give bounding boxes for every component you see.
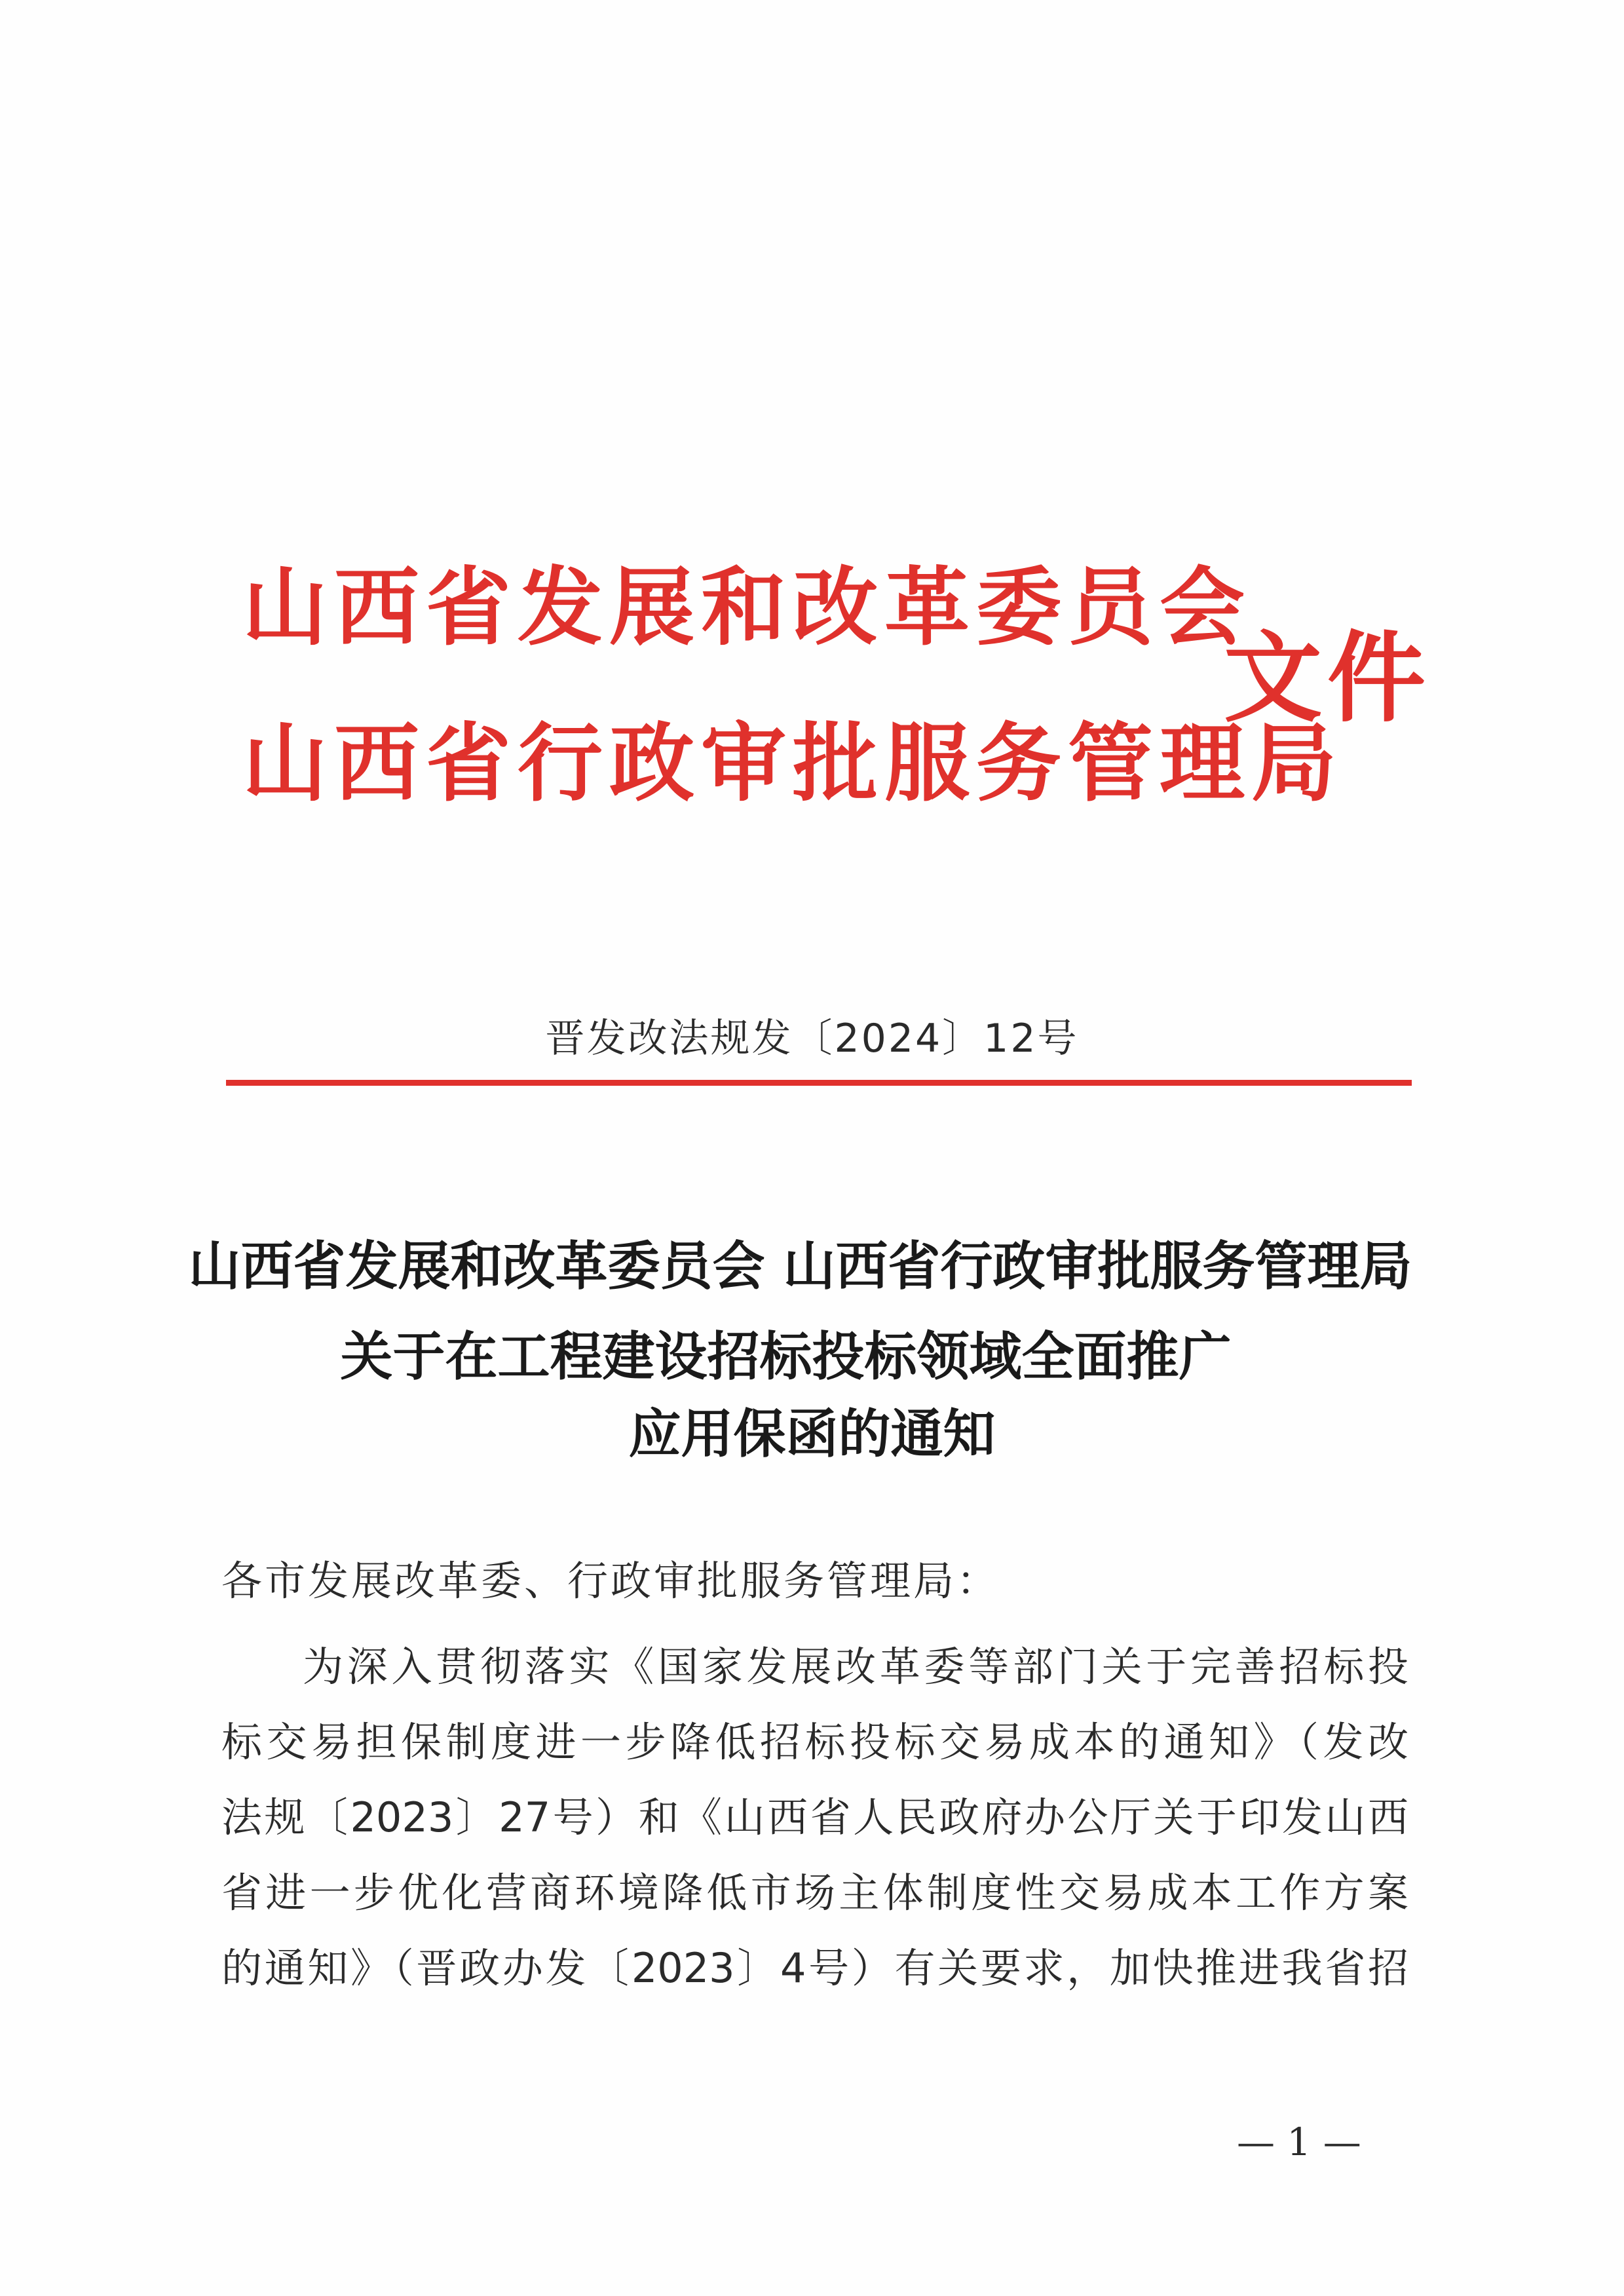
document-title-line-1: 山西省发展和改革委员会 山西省行政审批服务管理局 (188, 1235, 1412, 1297)
body-paragraph-line: 标交易担保制度进一步降低招标投标交易成本的通知》（发改 (221, 1718, 1408, 1766)
document-label: 文件 (1224, 621, 1431, 736)
document-title-line-3: 应用保函的通知 (628, 1403, 996, 1464)
issuer-name-1: 山西省发展和改革委员会 (242, 557, 1252, 657)
addressee: 各市发展改革委、行政审批服务管理局： (221, 1557, 1000, 1605)
document-number: 晋发改法规发〔2024〕12号 (545, 1016, 1079, 1062)
body-paragraph-line: 为深入贯彻落实《国家发展改革委等部门关于完善招标投 (303, 1643, 1408, 1691)
red-separator-line (226, 1080, 1412, 1086)
issuer-name-2: 山西省行政审批服务管理局 (242, 713, 1344, 813)
body-paragraph-line: 法规〔2023〕27号）和《山西省人民政府办公厅关于印发山西 (221, 1793, 1408, 1841)
body-paragraph-line: 的通知》（晋政办发〔2023〕4号）有关要求，加快推进我省招 (221, 1944, 1408, 1992)
document-title-line-2: 关于在工程建设招标投标领域全面推广 (340, 1326, 1232, 1387)
body-paragraph-line: 省进一步优化营商环境降低市场主体制度性交易成本工作方案 (221, 1869, 1408, 1917)
page-number: — 1 — (1237, 2120, 1361, 2164)
